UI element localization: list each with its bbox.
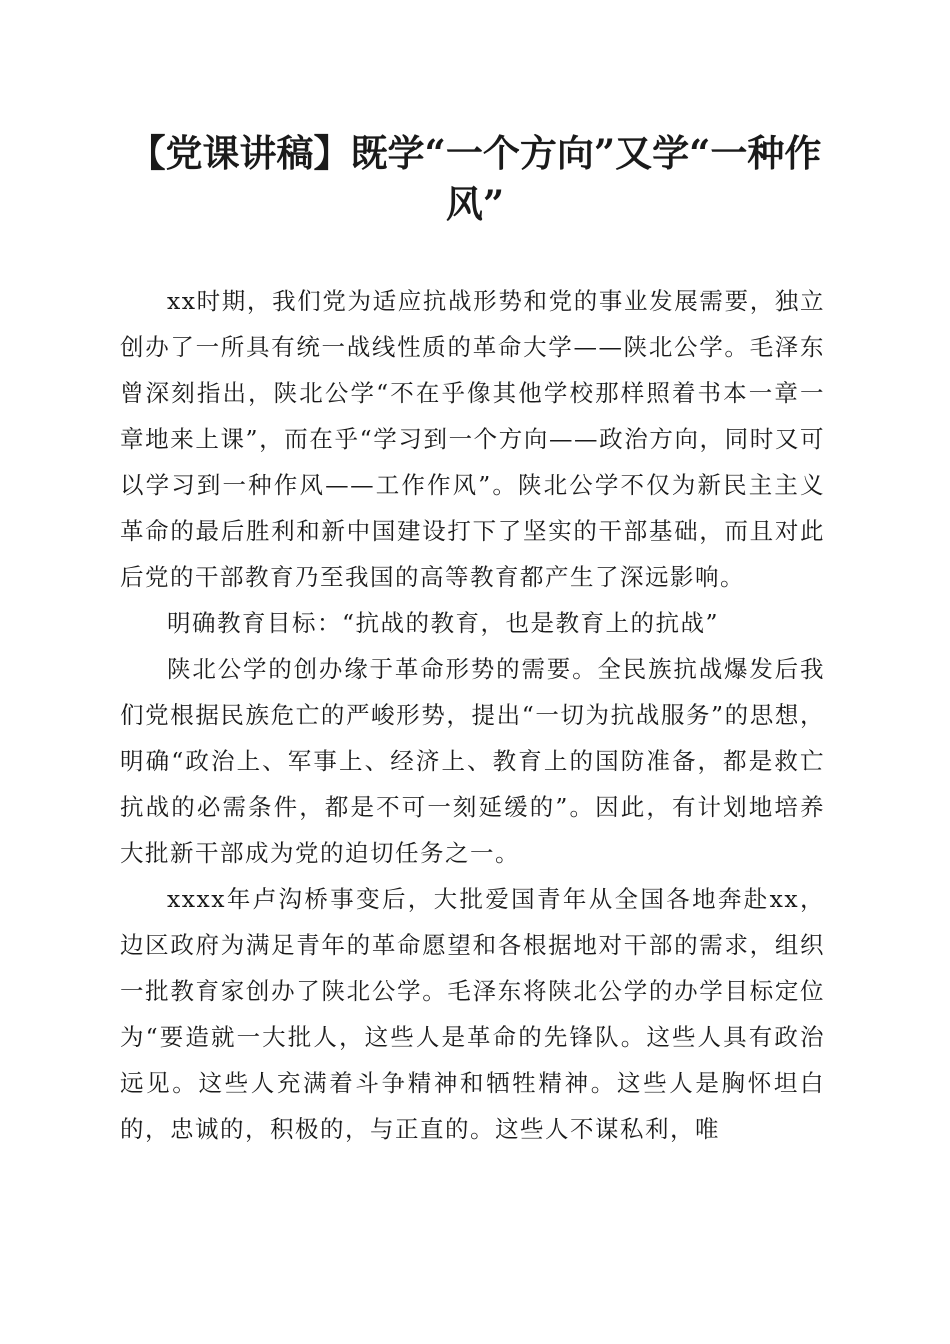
paragraph-founding: xxxx年卢沟桥事变后，大批爱国青年从全国各地奔赴xx，边区政府为满足青年的革命愿望和各根据地对干部的需求，组织一批教育家创办了陕北公学。毛泽东将陕北公学的办学目标定位为“要造就一大批人，这些人是革命的先锋队。这些人具有政治远见。这些人充满着斗争精神和牺牲精神。这些人是胸怀坦白的，忠诚的，积极的，与正直的。这些人不谋私利，唯 bbox=[120, 885, 825, 1143]
section-heading: 明确教育目标：“抗战的教育，也是教育上的抗战” bbox=[167, 609, 720, 637]
paragraph-background: 陕北公学的创办缘于革命形势的需要。全民族抗战爆发后我们党根据民族危亡的严峻形势，提出“一切为抗战服务”的思想，明确“政治上、军事上、经济上、教育上的国防准备，都是救亡抗战的必需条件，都是不可一刻延缓的”。因此，有计划地培养大批新干部成为党的迫切任务之一。 bbox=[120, 655, 825, 867]
document-title: 【党课讲稿】既学“一个方向”又学“一种作风” bbox=[128, 131, 822, 226]
document-body bbox=[120, 278, 825, 1152]
paragraph-intro: xx时期，我们党为适应抗战形势和党的事业发展需要，独立创办了一所具有统一战线性质的革命大学——陕北公学。毛泽东曾深刻指出，陕北公学“不在乎像其他学校那样照着书本一章一章地来上课”，而在乎“学习到一个方向——政治方向，同时又可以学习到一种作风——工作作风”。陕北公学不仅为新民主主义革命的最后胜利和新中国建设打下了坚实的干部基础，而且对此后党的干部教育乃至我国的高等教育都产生了深远影响。 bbox=[120, 287, 825, 591]
